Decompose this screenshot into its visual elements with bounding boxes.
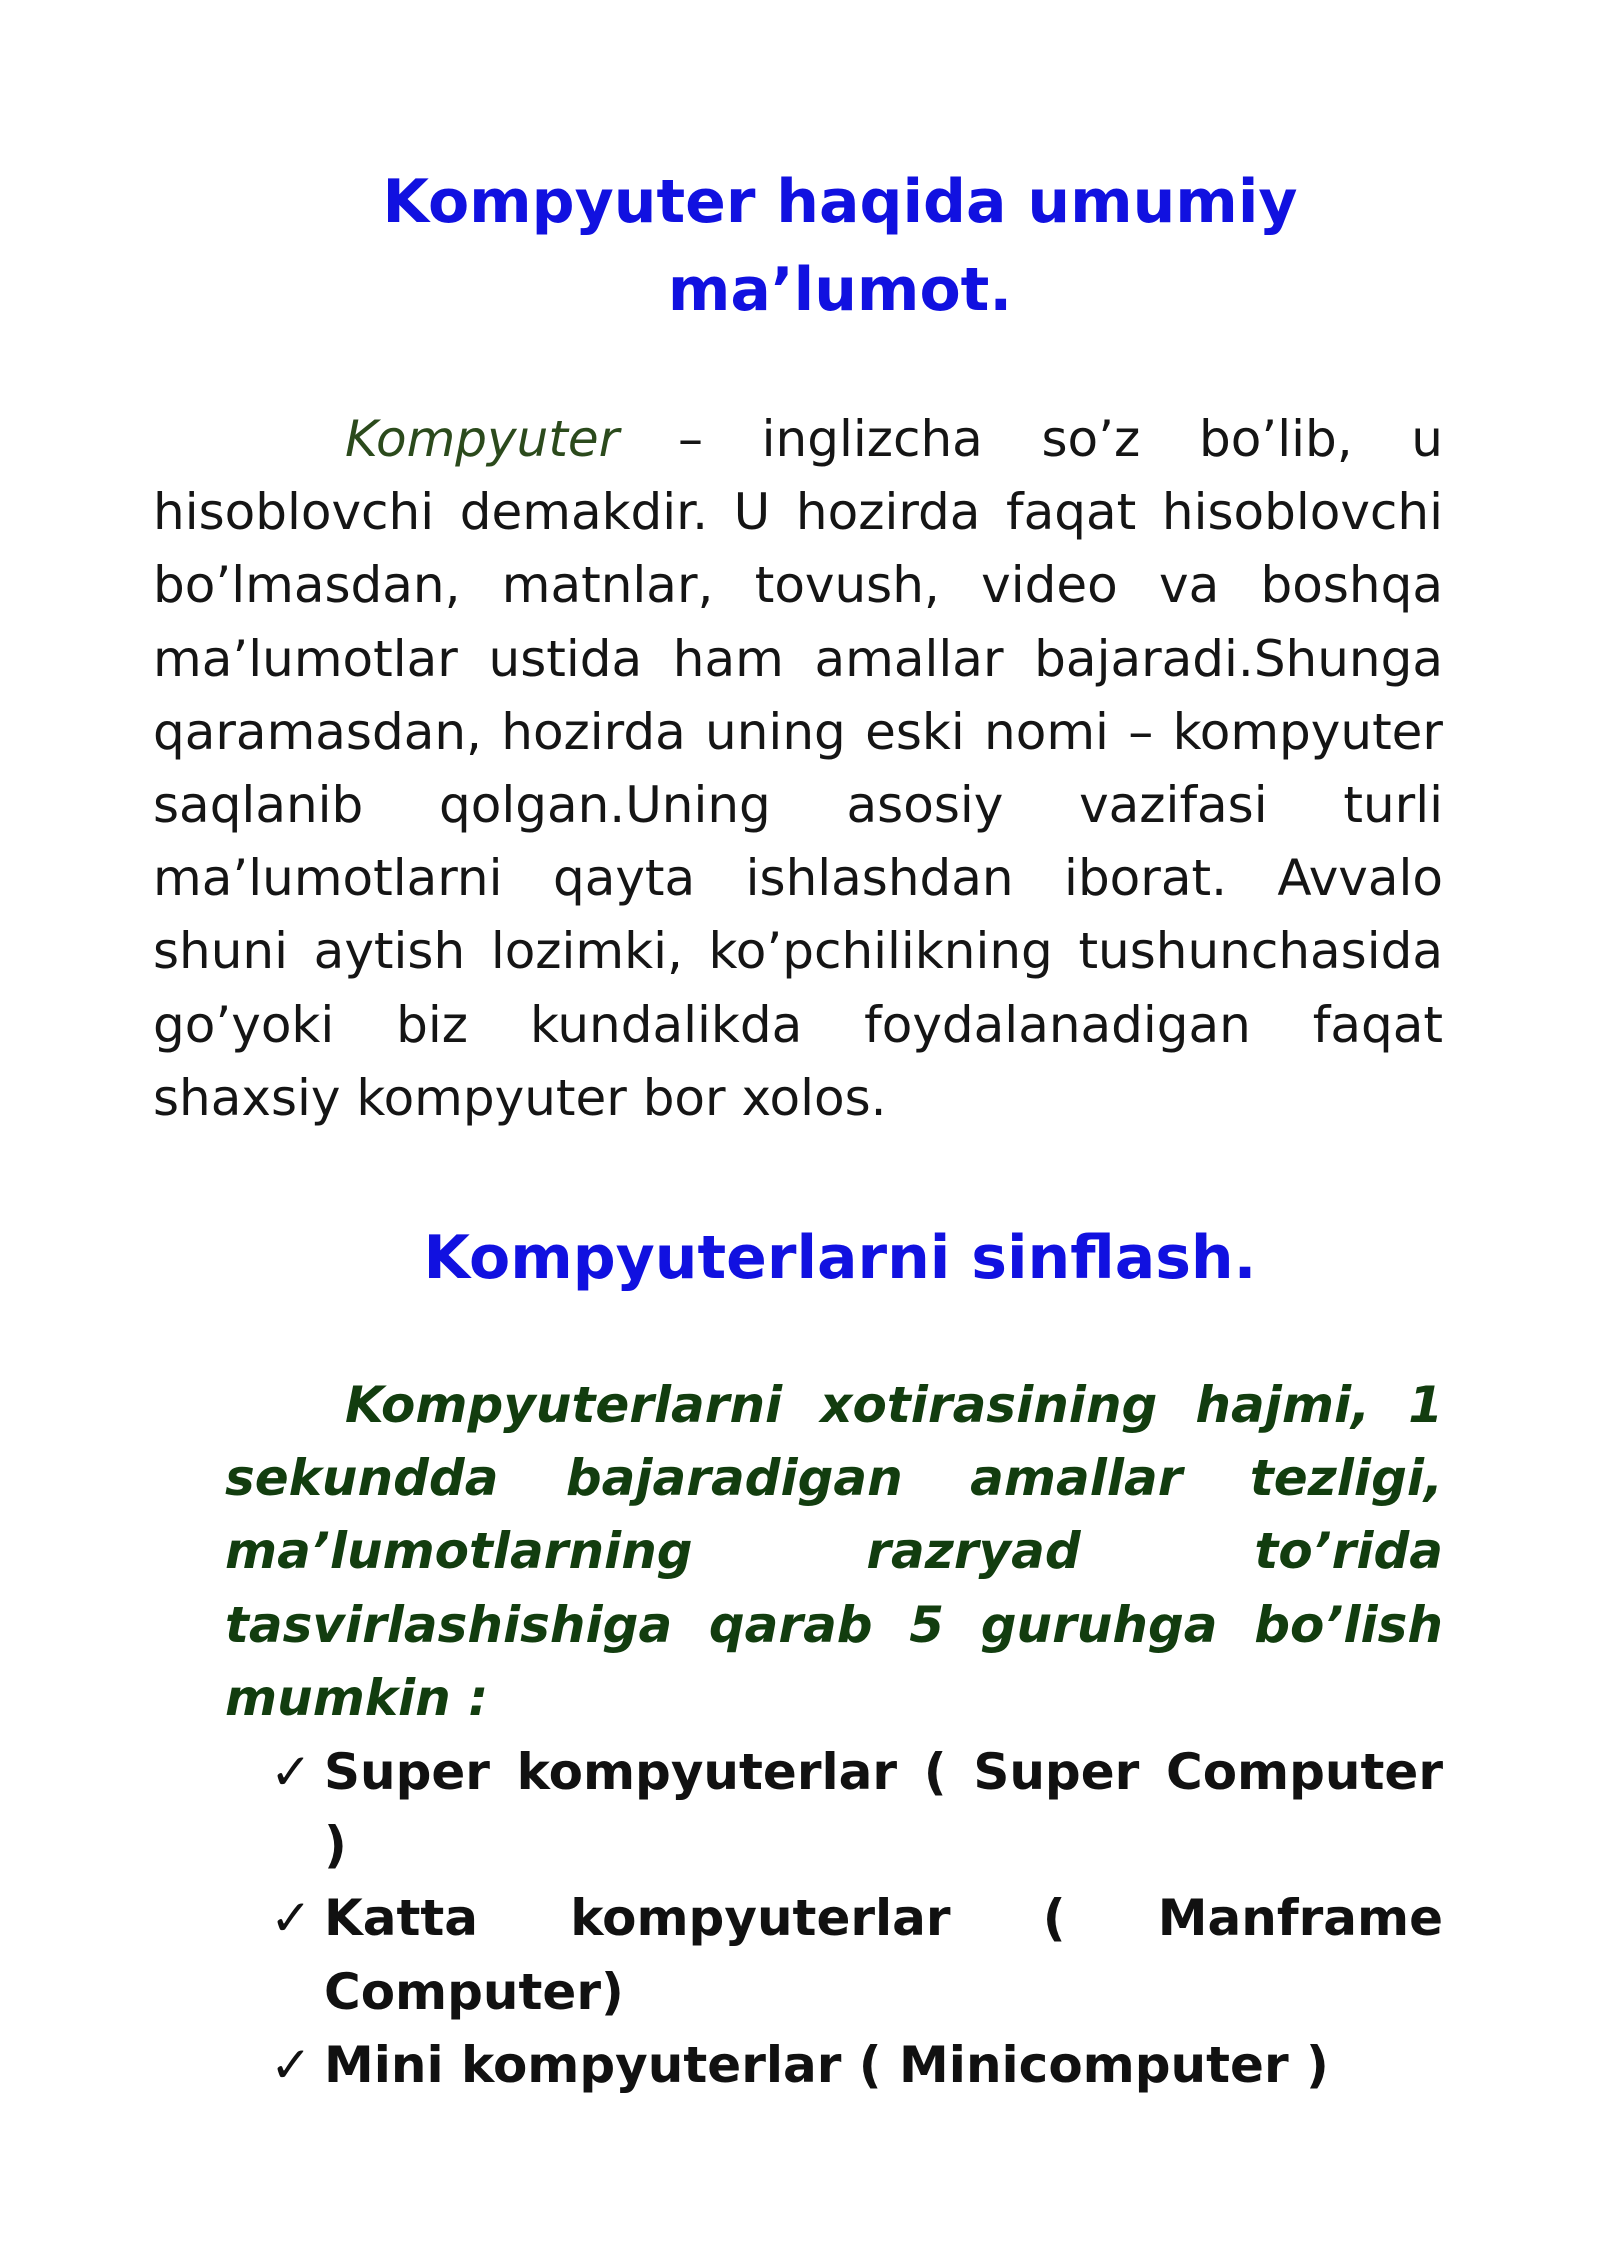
section-title: Kompyuterlarni sinflash. <box>423 1223 1257 1293</box>
intro-term: Kompyuter <box>345 410 620 468</box>
checkmark-icon: ✓ <box>270 2035 312 2094</box>
page-title: Kompyuter haqida umumiy ma’lumot. <box>382 167 1298 325</box>
list-item-label: Super kompyuterlar ( Super Computer ) <box>324 1743 1443 1875</box>
list-item <box>270 1882 1443 2028</box>
checkmark-icon: ✓ <box>270 1743 312 1801</box>
checkmark-icon: ✓ <box>270 1889 312 1948</box>
section-paragraph: Kompyuterlarni xotirasining hajmi, 1 sekundda bajaradigan amallar tezligi, ma’lumotlarning razryad to’rida tasvirlashishiga qarab 5 guruhga bo’lish mumkin : <box>225 1376 1443 1727</box>
intro-paragraph <box>153 403 1443 1135</box>
list-item <box>270 1736 1443 1882</box>
computer-classes-list <box>270 1736 1443 2102</box>
intro-text: – inglizcha so’z bo’lib, u hisoblovchi demakdir. U hozirda faqat hisoblovchi bo’lmasdan, matnlar, tovush, video va boshqa ma’lumotlar ustida ham amallar bajaradi.Shunga qaramasdan, hozirda uning eski nomi – kompyuter saqlanib qolgan.Uning asosiy vazifasi turli ma’lumotlarni qayta ishlashdan iborat. Avvalo shuni aytish lozimki, ko’pchilikning tushunchasida go’yoki biz kundalikda foydalanadigan faqat shaxsiy kompyuter bor xolos. <box>153 410 1443 1127</box>
list-item-label: Katta kompyuterlar ( Manframe Computer) <box>324 1889 1443 2021</box>
list-item-label: Mini kompyuterlar ( Minicomputer ) <box>324 2035 1329 2094</box>
list-item <box>270 2029 1443 2102</box>
